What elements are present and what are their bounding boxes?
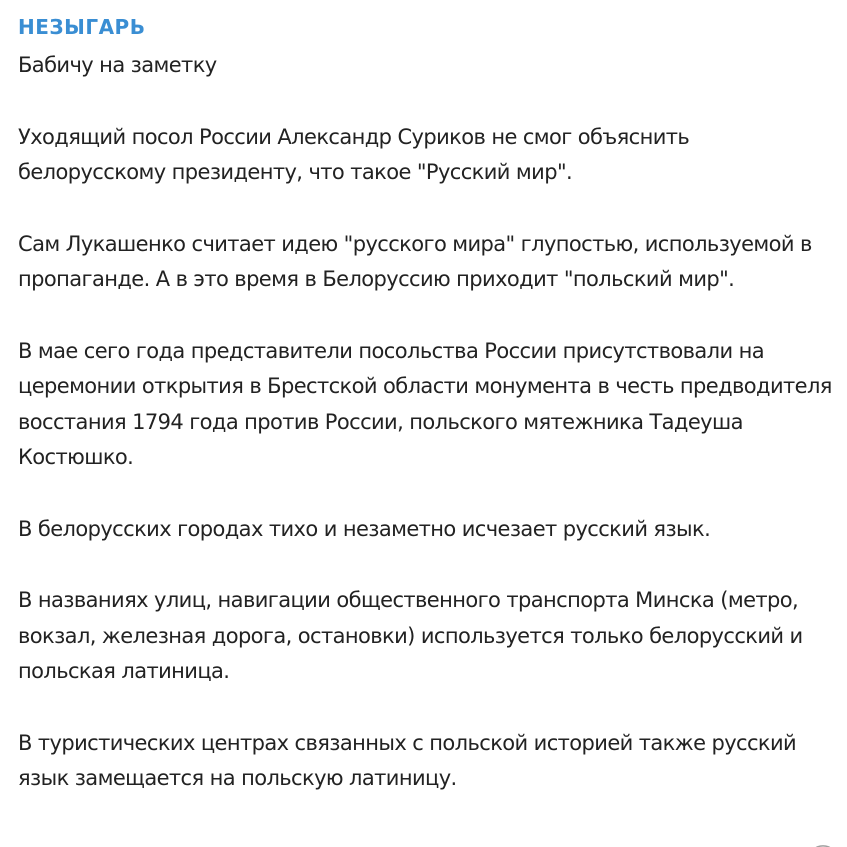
post-paragraph-7: В туристических центрах связанных с польской историей также русский язык замещается на польскую латиницу. (18, 730, 797, 790)
post-paragraph-3: Сам Лукашенко считает идею "русского мира" глупостью, используемой в пропаганде. А в это время в Белоруссию приходит "польский мир". (18, 231, 812, 291)
post-paragraph-2: Уходящий посол России Александр Суриков не смог объяснить белорусскому президенту, что такое "Русский мир". (18, 124, 690, 184)
post-paragraph-6: В названиях улиц, навигации общественного транспорта Минска (метро, вокзал, железная дорога, остановки) используется только белорусский и польская латиница. (18, 588, 803, 683)
post-paragraph-5: В белорусских городах тихо и незаметно исчезает русский язык. (18, 516, 711, 541)
post-paragraph-1: Бабичу на заметку (18, 53, 217, 77)
post-footer (813, 843, 833, 847)
post-body (18, 48, 835, 797)
eye-icon (813, 843, 833, 847)
channel-name[interactable]: НЕЗЫГАРЬ (18, 15, 146, 39)
post-paragraph-4: В мае сего года представители посольства России присутствовали на церемонии открытия в Брестской области монумента в честь предводителя восстания 1794 года против России, польского мятежника Тадеуша Костюшко. (18, 338, 832, 469)
